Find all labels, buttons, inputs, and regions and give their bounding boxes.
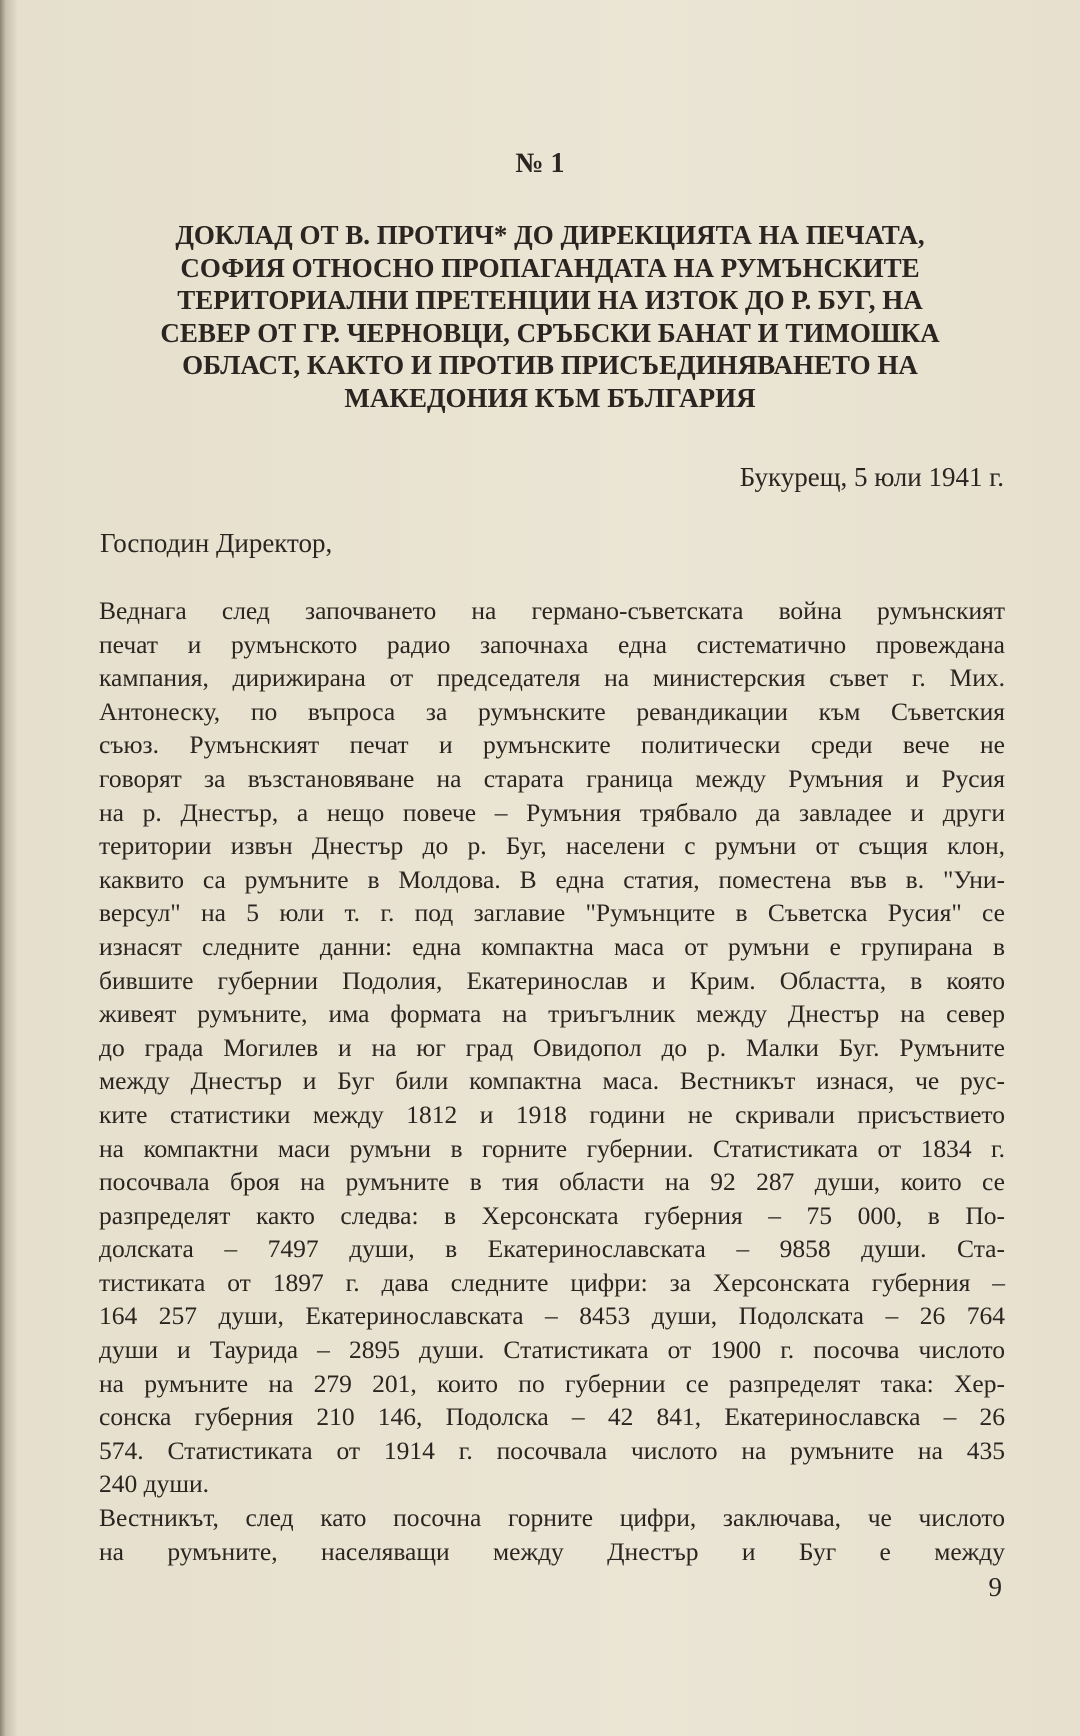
title-line: ОБЛАСТ, КАКТО И ПРОТИВ ПРИСЪЕДИНЯВАНЕТО НА: [182, 350, 918, 380]
title-line: СОФИЯ ОТНОСНО ПРОПАГАНДАТА НА РУМЪНСКИТЕ: [180, 252, 920, 283]
place-date: Букурещ, 5 юли 1941 г.: [739, 462, 1004, 492]
body-line: 240 души.: [99, 1469, 210, 1499]
body-line: души и Таурида – 2895 души. Статистиката от 1900 г. посочва числото: [99, 1335, 1005, 1365]
document-number: № 1: [515, 148, 565, 179]
document-title: [80, 219, 1020, 414]
title-line: ТЕРИТОРИАЛНИ ПРЕТЕНЦИИ НА ИЗТОК ДО Р. БУГ, НА: [177, 285, 923, 315]
body-line: до града Могилев и на юг град Овидопол до р. Малки Буг. Румъните: [99, 1032, 1005, 1062]
body-line: територии извън Днестър до р. Буг, населени с румъни от същия клон,: [99, 831, 1005, 861]
body-line: ките статистики между 1812 и 1918 години не скривали присъствието: [99, 1099, 1005, 1129]
body-line: долската – 7497 души, в Екатеринославската – 9858 души. Ста-: [99, 1234, 1005, 1264]
body-line: на р. Днестър, а нещо повече – Румъния трябвало да завладее и други: [99, 797, 1005, 827]
body-line: на компактни маси румъни в горните губернии. Статистиката от 1834 г.: [99, 1133, 1005, 1163]
body-line: 164 257 души, Екатеринославската – 8453 души, Подолската – 26 764: [99, 1301, 1005, 1331]
body-line: тистиката от 1897 г. дава следните цифри: за Херсонската губерния –: [99, 1267, 1005, 1297]
body-line: говорят за възстановяване на старата граница между Румъния и Русия: [99, 763, 1005, 793]
body-line: Антонеску, по въпроса за румънските ревандикации към Съветския: [99, 696, 1005, 726]
body-line: Вестникът, след като посочна горните цифри, заключава, че числото: [99, 1503, 1005, 1533]
body-line: версул" на 5 юли т. г. под заглавие "Румънците в Съветска Русия" се: [99, 898, 1005, 928]
body-line: на румъните на 279 201, които по губернии се разпределят така: Хер-: [99, 1368, 1005, 1398]
salutation: Господин Директор,: [100, 528, 333, 558]
body-line: 574. Статистиката от 1914 г. посочвала числото на румъните на 435: [99, 1435, 1005, 1465]
body-line: бившите губернии Подолия, Екатеринослав и Крим. Областта, в която: [99, 965, 1005, 995]
body-text: [99, 594, 1005, 1568]
body-line: изнасят следните данни: една компактна маса от румъни е групирана в: [99, 931, 1005, 961]
body-line: каквито са румъните в Молдова. В една статия, поместена във в. "Уни-: [99, 864, 1005, 894]
body-line: разпределят както следва: в Херсонската губерния – 75 000, в По-: [99, 1200, 1005, 1230]
title-line: ДОКЛАД ОТ В. ПРОТИЧ* ДО ДИРЕКЦИЯТА НА ПЕЧАТА,: [175, 220, 925, 250]
body-line: кампания, дирижирана от председателя на министерския съвет г. Мих.: [99, 663, 1005, 693]
title-line: СЕВЕР ОТ ГР. ЧЕРНОВЦИ, СРЪБСКИ БАНАТ И ТИМОШКА: [160, 317, 940, 348]
body-line: съюз. Румънският печат и румънските политически среди вече не: [99, 730, 1005, 760]
body-line: живеят румъните, има формата на триъгълник между Днестър на север: [99, 999, 1005, 1029]
body-line: печат и румънското радио започнаха една систематично провеждана: [99, 629, 1005, 659]
body-line: сонска губерния 210 146, Подолска – 42 841, Екатеринославска – 26: [99, 1402, 1005, 1432]
body-line: на румъните, населяващи между Днестър и Буг е между: [99, 1536, 1005, 1566]
body-line: Веднага след започването на германо-съветската война румънският: [99, 596, 1005, 625]
title-line: МАКЕДОНИЯ КЪМ БЪЛГАРИЯ: [344, 382, 756, 413]
body-line: между Днестър и Буг били компактна маса. Вестникът изнася, че рус-: [99, 1066, 1005, 1096]
page-number: 9: [988, 1572, 1002, 1602]
body-line: посочвала броя на румъните в тия области на 92 287 души, които се: [99, 1167, 1005, 1197]
